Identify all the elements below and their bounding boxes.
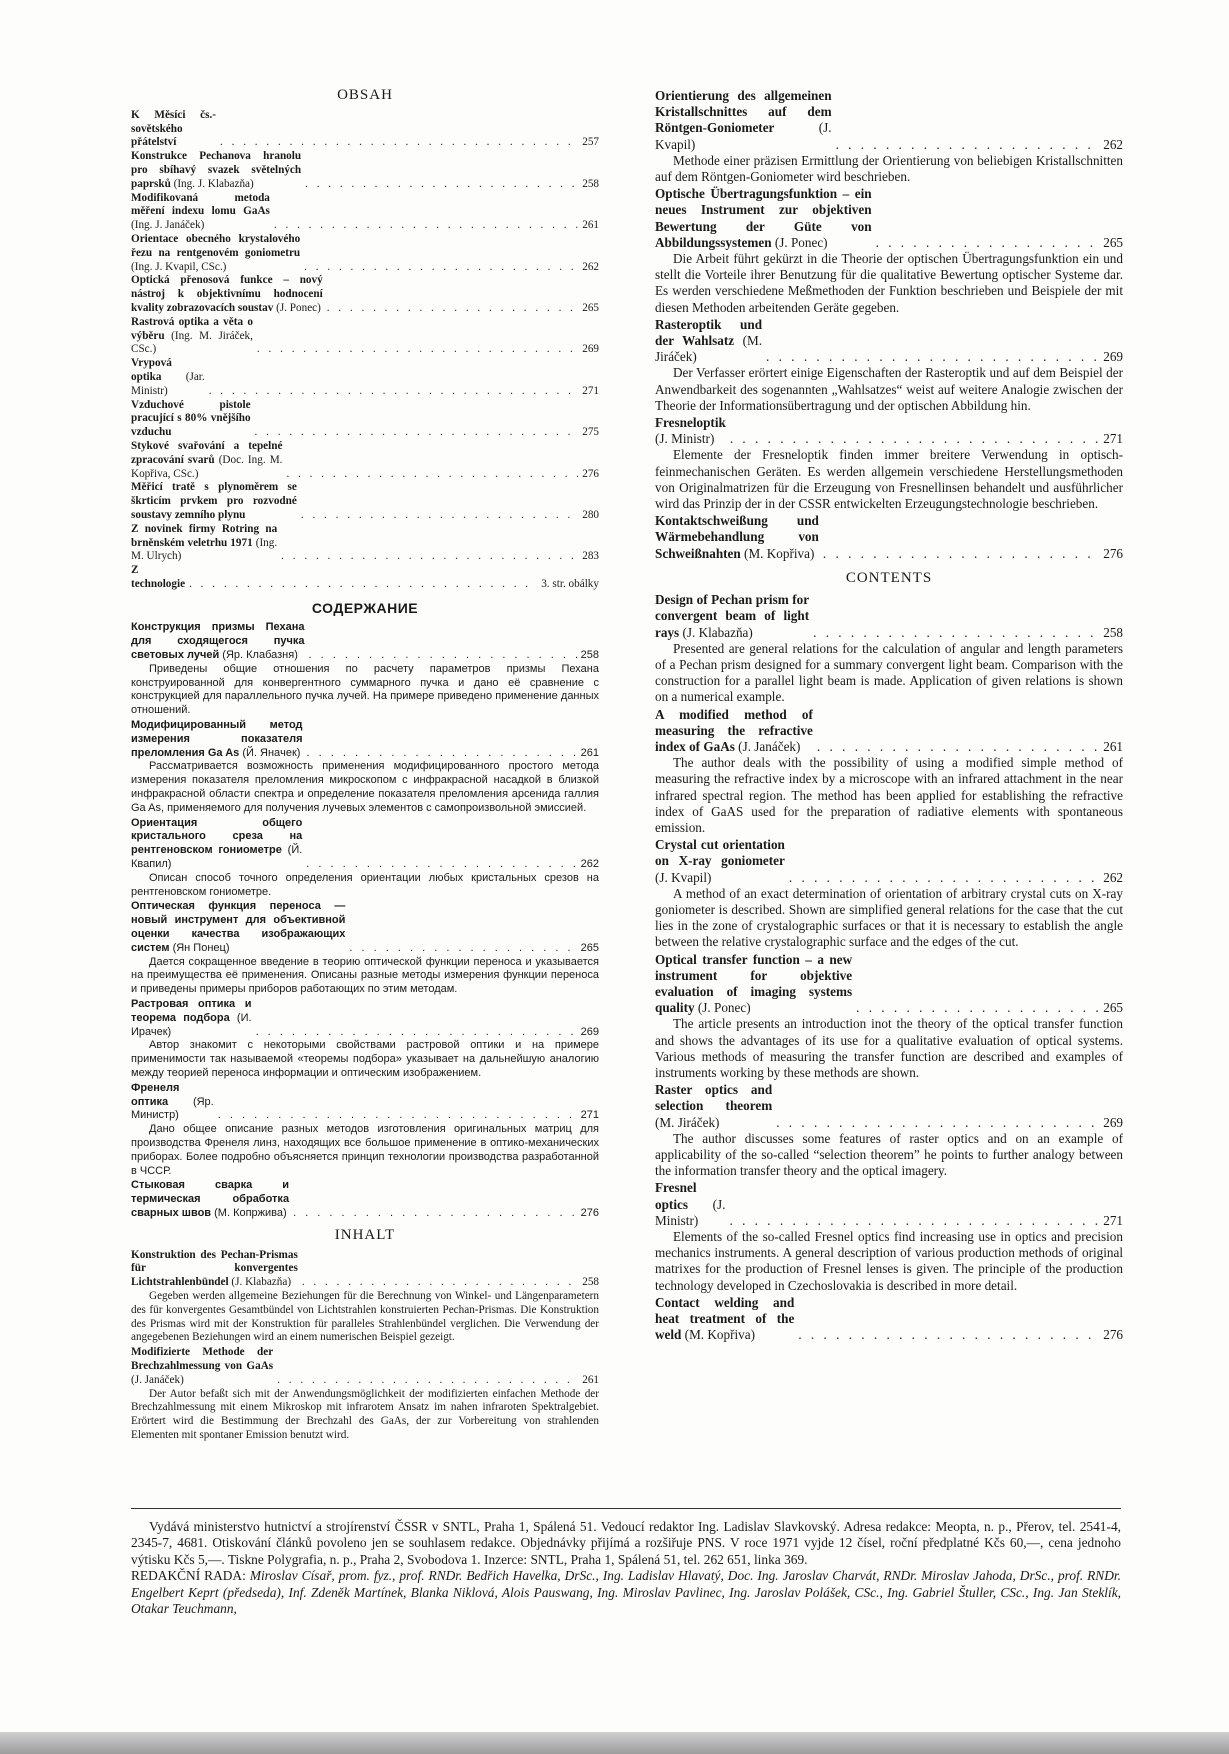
inhalt-entry-page: 265 — [1103, 234, 1123, 250]
inhalt-entry — [655, 317, 1123, 414]
contents-list — [655, 592, 1123, 1343]
obsah-entry-line — [131, 233, 599, 274]
soderzhanie-entry-text — [131, 900, 345, 955]
contents-entry-page: 269 — [1103, 1114, 1123, 1130]
obsah-entry-text — [131, 481, 297, 522]
contents-entry-abstract: The article presents an introduction inot the theory of the optical transfer function and shows the advantages of its use for a qualitative evaluation of optical systems. Various methods of measuring the transfer function are described and examples of instruments working by these methods are shown. — [655, 1016, 1123, 1080]
obsah-entry-text — [131, 274, 323, 315]
inhalt-entry-title: Fresneloptik — [655, 415, 726, 431]
obsah-entry — [131, 316, 599, 357]
contents-entry-line — [655, 1295, 1123, 1344]
inhalt-entry-title: Konstruktion des Pechan-Prismas für konvergentes Lichtstrahlenbündel — [131, 1248, 298, 1289]
obsah-entry-line — [131, 564, 599, 592]
inhalt-entry-page: 269 — [1103, 349, 1123, 365]
leader-dots — [832, 137, 1100, 153]
inhalt-entry-line — [655, 88, 1123, 153]
soderzhanie-entry-page: 258 — [580, 649, 599, 662]
leader-dots — [794, 1327, 1099, 1343]
contents-entry — [655, 592, 1123, 705]
inhalt-entry-author: (J. Janáček) — [131, 1373, 184, 1386]
obsah-entry-page: 269 — [582, 343, 599, 356]
obsah-entry — [131, 399, 599, 440]
soderzhanie-entry-line — [131, 817, 599, 872]
soderzhanie-entry-text — [131, 1179, 289, 1220]
soderzhanie-entry-text — [131, 1082, 214, 1123]
obsah-entry-line — [131, 150, 599, 191]
inhalt-entry-title: Optische Übertragungsfunktion – ein neues Instrument zur objektiven Bewertung der Güte von Abbildungssystemen — [655, 186, 872, 250]
soderzhanie-entry-author: (Ян Понец) — [172, 941, 230, 954]
soderzhanie-entry-line — [131, 719, 599, 760]
contents-entry-line — [655, 952, 1123, 1017]
obsah-entry-page: 283 — [582, 550, 599, 563]
obsah-list — [131, 109, 599, 592]
contents-entry-text — [655, 1180, 725, 1229]
obsah-entry — [131, 357, 599, 398]
soderzhanie-entry-abstract: Рассматривается возможность применения модифицированного простого метода измерения показателя преломления микроскопом с инфракрасной насадкой в близкой инфракрасной области спектра и определение показателя преломления арсенида галлия Ga As, применяемого для получения лучевых элементов с самопроизвольной эмиссией. — [131, 760, 599, 814]
obsah-entry-author: (Ing. J. Kvapil, CSc.) — [131, 260, 227, 273]
obsah-entry-text — [131, 109, 216, 150]
leader-dots — [301, 178, 578, 192]
obsah-entry-page: 276 — [582, 467, 599, 480]
inhalt-entry-author: (J. Klabazňa) — [231, 1276, 292, 1289]
soderzhanie-entry-author: (Яр. Министр) — [131, 1095, 214, 1122]
inhalt-entry-text — [655, 513, 819, 562]
inhalt-entry-page: 261 — [582, 1373, 599, 1386]
inhalt-entry-author: (M. Kopřiva) — [744, 545, 815, 561]
inhalt-entry-author: (J. Ministr) — [655, 431, 715, 447]
leader-dots — [289, 1207, 577, 1221]
soderzhanie-entry-abstract: Описан способ точного определения ориентации любых кристальных срезов на рентгеновском гониометре. — [131, 871, 599, 898]
soderzhanie-list — [131, 621, 599, 1220]
inhalt-entry-text — [655, 186, 872, 251]
obsah-entry-title: Z novinek firmy Rotring na brněnském veletrhu 1971 — [131, 522, 278, 549]
obsah-entry-line — [131, 274, 599, 315]
soderzhanie-entry-page: 271 — [580, 1109, 599, 1122]
contents-entry — [655, 1082, 1123, 1179]
inhalt-entry-page: 262 — [1103, 136, 1123, 152]
obsah-entry-title: Stykové svařování a tepelné zpracování svarů — [131, 439, 283, 466]
inhalt-entry-line — [655, 317, 1123, 366]
contents-entry-author: (M. Jiráček) — [655, 1114, 720, 1130]
editorial-board-label: REDAKČNÍ RADA: — [131, 1568, 246, 1584]
soderzhanie-entry-title: Оптическая функция переноса — новый инструмент для объективной оценки качества изображающих систем — [131, 900, 346, 954]
contents-entry-text — [655, 952, 852, 1017]
soderzhanie-entry-author: (Яр. Клабазня) — [222, 649, 298, 662]
contents-entry-title: Design of Pechan prism for convergent beam of light rays — [655, 592, 810, 640]
obsah-entry — [131, 440, 599, 481]
obsah-entry-title: Optická přenosová funkce – nový nástroj k objektivnímu hodnocení kvality zobrazovacích soustav — [131, 274, 323, 314]
obsah-entry-title: Rastrová optika a věta o výběru — [131, 315, 253, 342]
soderzhanie-entry-title: Френеля оптика — [131, 1081, 180, 1108]
obsah-heading: OBSAH — [337, 87, 393, 103]
leader-dots — [216, 136, 578, 150]
inhalt-entry-text — [131, 1346, 273, 1387]
leader-dots — [785, 870, 1099, 886]
soderzhanie-entry-abstract: Дано общее описание разных методов изготовления оригинальных матриц для производства Френеля линз, находящих все большое применение в оптико-механических приборах. Более подробно объясняется принцип технологии производства разработанной в ЧССР. — [131, 1123, 599, 1177]
inhalt-entry-abstract: Der Autor befaßt sich mit der Anwendungsmöglichkeit der modifizierten einfachen Methode der Brechzahlmessung mit einem Mikroskop mit infrarotem Ansatz im nahen infraroten Spektralgebiet. Erörtert wird die Bestimmung der Brechzahl des GaAs, der zur Vorbereitung von strahlenden Elementen mit spontaner Emission benutzt wird. — [131, 1387, 599, 1441]
leader-dots — [725, 1213, 1099, 1229]
obsah-entry-text — [131, 399, 251, 440]
contents-entry — [655, 837, 1123, 950]
soderzhanie-entry-line — [131, 621, 599, 662]
contents-entry-page: 262 — [1103, 869, 1123, 885]
obsah-entry-title: Měřicí tratě s plynoměrem se škrticím prvkem pro rozvodné soustavy zemního plynu — [131, 481, 297, 521]
inhalt-entry-line — [655, 513, 1123, 562]
soderzhanie-entry — [131, 900, 599, 997]
inhalt-entry-text — [655, 88, 832, 153]
leader-dots — [852, 1000, 1099, 1016]
inhalt-entry-abstract: Methode einer präzisen Ermittlung der Orientierung von beliebigen Kristallschnitten auf dem Röntgen-Goniometer wird beschrieben. — [655, 152, 1123, 185]
leader-dots — [282, 468, 578, 482]
obsah-entry — [131, 233, 599, 274]
soderzhanie-entry-page: 269 — [580, 1025, 599, 1038]
obsah-entry-page: 261 — [582, 219, 599, 232]
obsah-entry-page: 3. str. obálky — [541, 577, 599, 590]
soderzhanie-entry-page: 261 — [580, 746, 599, 759]
editorial-board-members: Miroslav Císař, prom. fyz., prof. RNDr. Bedřich Havelka, DrSc., Ing. Ladislav Hlavatý, Doc. Ing. Jaroslav Charvát, RNDr. Miroslav Jahoda, DrSc., prof. RNDr. Engelbert Keprt (předseda), Inf. Zdeněk Martínek, Blanka Niklová, Alois Pauswang, Ing. Miroslav Pavlinec, Ing. Jaroslav Polášek, CSc., Ing. Gabriel Štuller, CSc., Ing. Jan Steklík, Otakar Teuchmann, — [131, 1568, 1121, 1617]
leader-dots — [813, 739, 1099, 755]
scan-edge — [0, 1732, 1229, 1754]
inhalt-entry-title: Orientierung des allgemeinen Kristallschnittes auf dem Röntgen-Goniometer — [655, 88, 832, 136]
soderzhanie-entry — [131, 719, 599, 816]
obsah-entry-text — [131, 150, 301, 191]
contents-entry-title: A modified method of measuring the refractive index of GaAs — [655, 706, 813, 754]
contents-entry — [655, 952, 1123, 1082]
obsah-entry-author: (Ing. J. Klabazňa) — [173, 177, 254, 190]
soderzhanie-entry-text — [131, 817, 302, 872]
obsah-entry — [131, 150, 599, 191]
obsah-entry-line — [131, 399, 599, 440]
soderzhanie-entry — [131, 998, 599, 1081]
contents-entry-title: Optical transfer function – a new instrument for objektive evaluation of imaging systems quality — [655, 951, 853, 1016]
inhalt-entry — [131, 1249, 599, 1346]
contents-entry-line — [655, 592, 1123, 641]
inhalt-entry-page: 276 — [1103, 545, 1123, 561]
soderzhanie-entry-author: (Й. Янaчек) — [242, 746, 301, 759]
soderzhanie-entry-abstract: Приведены общие отношения по расчету параметров призмы Пехана конструированной для конвергентного суммарного пучка и дано её сравнение с конструкцией для параллельного пучка лучей. На примере приведено применение данных отношений. — [131, 662, 599, 717]
obsah-entry-text — [131, 564, 185, 592]
contents-entry-author: (J. Ponec) — [697, 1000, 751, 1016]
soderzhanie-entry-line — [131, 998, 599, 1039]
contents-entry-text — [655, 1295, 794, 1344]
inhalt-entry-page: 271 — [1103, 431, 1123, 447]
obsah-entry-title: Orientace obecného krystalového řezu na rentgenovém goniometru — [131, 232, 301, 259]
obsah-entry-page: 258 — [582, 177, 599, 190]
contents-entry-author: (J. Klabazňa) — [682, 624, 753, 640]
inhalt-entry-title: Kontaktschweißung und Wärmebehandlung von Schweißnahten — [655, 513, 819, 561]
obsah-entry-page: 265 — [582, 301, 599, 314]
soderzhanie-entry-title: Ориентация общего кристального среза на рентгеновском гониометре — [131, 816, 303, 857]
contents-entry-author: (M. Kopřiva) — [684, 1327, 755, 1343]
soderzhanie-entry-title: Модифицированный метод измерения показателя преломления Ga As — [131, 719, 303, 759]
leader-dots — [273, 1374, 578, 1388]
inhalt-entry-text — [655, 415, 726, 447]
inhalt-entry-text — [131, 1249, 298, 1290]
contents-entry-text — [655, 837, 785, 886]
leader-dots — [277, 550, 578, 564]
inhalt-entry — [655, 513, 1123, 562]
leader-dots — [251, 426, 579, 440]
contents-entry-abstract: A method of an exact determination of orientation of arbitrary crystal cuts on X-ray goniometer is described. Shown are simplified general relations for the case that the cut lies in the zone of crystalographic surfaces or that it is necessary to establish the angle between the relative crystalographic surface and the edges of the cut. — [655, 885, 1123, 950]
inhalt-entry-text — [655, 317, 762, 366]
obsah-entry-text — [131, 192, 270, 233]
contents-entry-title: Fresnel optics — [655, 1180, 697, 1212]
contents-entry-title: Crystal cut orientation on X-ray goniometer — [655, 837, 785, 869]
contents-entry-title: Contact welding and heat treatment of the weld — [655, 1294, 795, 1343]
imprint-footer — [131, 1508, 1121, 1617]
contents-entry-page: 258 — [1103, 624, 1123, 640]
inhalt-entry-abstract: Die Arbeit führt gekürzt in die Theorie der optischen Übertragungsfunktion ein und stellt die Vorteile ihrer Benutzung für die qualitative Bewertung optischer Systeme dar. Es werden verschiedene Meßmethoden der Funktion beschrieben und Beispiele der mit diesen Methoden arbeitenden Geräte gegeben. — [655, 251, 1123, 315]
obsah-entry-line — [131, 357, 599, 398]
left-column — [131, 86, 599, 1444]
inhalt-entry-line — [655, 415, 1123, 447]
inhalt-list — [131, 1249, 599, 1443]
obsah-entry — [131, 564, 599, 592]
obsah-entry-text — [131, 357, 205, 398]
soderzhanie-entry — [131, 817, 599, 900]
contents-entry-page: 271 — [1103, 1212, 1123, 1228]
obsah-entry-line — [131, 523, 599, 564]
obsah-entry-title: K Měsíci čs.-sovětského přátelství — [131, 108, 216, 149]
obsah-entry-page: 271 — [582, 384, 599, 397]
contents-entry-author: (J. Janáček) — [738, 738, 801, 754]
leader-dots — [297, 509, 578, 523]
obsah-entry-title: Z technologie — [131, 564, 186, 590]
leader-dots — [302, 858, 576, 872]
leader-dots — [305, 649, 577, 663]
soderzhanie-entry-page: 262 — [580, 858, 599, 871]
obsah-entry-text — [131, 523, 277, 564]
contents-entry-abstract: The author discusses some features of raster optics and on an example of applicability of the so-called “selection theorem” he points to further analogy between the information transfer theory and the optical imagery. — [655, 1130, 1123, 1179]
leader-dots — [252, 1026, 577, 1040]
contents-entry-line — [655, 1180, 1123, 1229]
obsah-entry-author: (Ing. M. Jiráček, CSc.) — [131, 329, 253, 356]
contents-entry — [655, 1295, 1123, 1344]
contents-entry — [655, 1180, 1123, 1293]
contents-entry-text — [655, 707, 813, 756]
leader-dots — [819, 546, 1099, 562]
contents-entry-abstract: Presented are general relations for the calculation of angular and length parameters of a Pechan prism designed for a summary convergent light beam. Comparison with the construction for a parallel light beam is made. Application of given relations is shown on a numerical example. — [655, 640, 1123, 705]
leader-dots — [323, 302, 579, 316]
inhalt-entry-abstract: Elemente der Fresneloptik finden immer breitere Verwendung in optisch-feinmechanischen Geräten. Es werden allgemein verschiedene Herstellungsmethoden von Originalmatrizen für die Erzeugung von Fresnellinsen behandelt und ausführlicher wird das Prinzip der in der CSSR entwickelten Erzeugungstechnologie beschrieben. — [655, 447, 1123, 512]
obsah-entry-title: Modifikovaná metoda měření indexu lomu GaAs — [131, 191, 270, 218]
leader-dots — [809, 625, 1099, 641]
obsah-entry-page: 257 — [582, 136, 599, 149]
contents-entry-line — [655, 1082, 1123, 1131]
obsah-entry-page: 280 — [582, 508, 599, 521]
soderzhanie-entry-text — [131, 719, 303, 760]
soderzhanie-entry — [131, 1082, 599, 1179]
soderzhanie-entry-author: (И. Ирачек) — [131, 1011, 252, 1038]
inhalt-entry-title: Modifizierte Methode der Brechzahlmessung von GaAs — [131, 1346, 274, 1372]
obsah-entry — [131, 192, 599, 233]
right-column — [655, 88, 1123, 1343]
inhalt-entry-author: (M. Jiráček) — [655, 333, 763, 365]
obsah-entry-page: 275 — [582, 426, 599, 439]
obsah-entry-line — [131, 109, 599, 150]
soderzhanie-entry — [131, 621, 599, 718]
contents-entry-page: 261 — [1103, 738, 1123, 754]
soderzhanie-entry-line — [131, 1179, 599, 1220]
inhalt-entry-title: Rasteroptik und der Wahlsatz — [655, 316, 763, 349]
contents-entry-line — [655, 707, 1123, 756]
soderzhanie-entry-line — [131, 900, 599, 955]
soderzhanie-entry — [131, 1179, 599, 1220]
obsah-entry-page: 262 — [582, 260, 599, 273]
contents-entry-text — [655, 1082, 772, 1131]
inhalt-entry-author: (J. Kvapil) — [655, 120, 832, 152]
obsah-entry-text — [131, 233, 300, 274]
leader-dots — [772, 1115, 1099, 1131]
inhalt-entry — [655, 415, 1123, 512]
soderzhanie-entry-line — [131, 1082, 599, 1123]
inhalt-entry-author: (J. Ponec) — [774, 234, 828, 250]
soderzhanie-entry-author: (Й. Квапил) — [131, 844, 303, 871]
inhalt-entry-abstract: Gegeben werden allgemeine Beziehungen für die Berechnung von Winkel- und Längenparametern des für konvergentes Gesamtbündel von Lichtstrahlen konstruierten Pechan-Prismas. Die Konstruktion des Prismas wird mit der Konstruktion für paralleles Strahlenbündel verglichen. Die Verwendung der angegebenen Beziehungen wird an einem numerischen Beispiel gezeigt. — [131, 1289, 599, 1344]
soderzhanie-entry-page: 276 — [580, 1206, 599, 1219]
publisher-text: Vydává ministerstvo hutnictví a strojírenství ČSSR v SNTL, Praha 1, Spálená 51. Vedoucí redaktor Ing. Ladislav Slavkovský. Adresa redakce: Meopta, n. p., Přerov, tel. 2541-4, 2345-7, 4681. Otiskování článků povoleno jen se souhlasem redakce. Objednávky přijímá a rozšiřuje PNS. V roce 1971 vyjde 12 čísel, roční předplatné Kčs 60,—, cena jednoho výtisku Kčs 5,—. Tiskne Polygrafia, n. p., Praha 2, Svobodova 1. Inzerce: SNTL, Praha 1, Spálená 51, tel. 262 651, linka 369. — [131, 1519, 1121, 1567]
contents-entry-text — [655, 592, 809, 641]
leader-dots — [185, 578, 537, 592]
contents-entry-author: (J. Kvapil) — [655, 869, 712, 885]
obsah-entry-author: (Ing. M. Ulrych) — [131, 536, 278, 563]
contents-entry-abstract: The author deals with the possibility of using a modified simple method of measuring the refractive index by a microscope with an infrared attachment in the near infrared spectral region. The method has been applied for establishing the refractive index of GaAS used for the preparation of radiative elements with spontaneous emission. — [655, 755, 1123, 835]
leader-dots — [726, 431, 1099, 447]
inhalt-entry-line — [131, 1346, 599, 1387]
inhalt-entry-abstract: Der Verfasser erörtert einige Eigenschaften der Rasteroptik und auf dem Beispiel der Anwendbarkeit des sogenannten „Wahlsatzes“ weist auf weitere Analogie zwischen der Theorie der Informationsübertragung und der optischen Abbildung hin. — [655, 365, 1123, 413]
inhalt-entry — [131, 1346, 599, 1443]
soderzhanie-entry-abstract: Автор знакомит с некоторыми свойствами растровой оптики и на примере применимости так называемой «теоремы подбора» указывает на дальнейшую аналогию между теорией переноса информации и оптическим изображением. — [131, 1039, 599, 1079]
soderzhanie-entry-title: Конструкция призмы Пехана для сходящегося пучка световых лучей — [131, 621, 305, 662]
obsah-entry-text — [131, 316, 253, 357]
leader-dots — [270, 219, 578, 233]
obsah-entry-line — [131, 481, 599, 522]
soderzhanie-entry-page: 265 — [580, 941, 599, 954]
obsah-entry-author: (Jar. Ministr) — [131, 370, 205, 397]
contents-entry-title: Raster optics and selection theorem — [655, 1082, 773, 1114]
obsah-entry-line — [131, 316, 599, 357]
obsah-entry-author: (J. Ponec) — [276, 301, 321, 314]
obsah-entry-text — [131, 440, 282, 481]
leader-dots — [300, 261, 578, 275]
leader-dots — [303, 747, 577, 761]
inhalt-entry — [655, 88, 1123, 185]
contents-entry-line — [655, 837, 1123, 886]
inhalt-entry-line — [131, 1249, 599, 1290]
obsah-entry-title: Vrypová optika — [131, 357, 172, 383]
obsah-entry — [131, 481, 599, 522]
obsah-entry-author: (Ing. J. Janáček) — [131, 219, 205, 232]
contents-entry-abstract: Elements of the so-called Fresnel optics find increasing use in optics and precision mechanics instruments. A general description of various production methods of original matrixes for the production of Fresnel lenses is given. The principle of the production technology developed in Czechoslovakia is described in more detail. — [655, 1229, 1123, 1293]
obsah-entry — [131, 523, 599, 564]
leader-dots — [345, 942, 576, 956]
contents-entry-author: (J. Ministr) — [655, 1196, 726, 1228]
leader-dots — [872, 235, 1100, 251]
obsah-entry-author: (Doc. Ing. M. Kopřiva, CSc.) — [131, 453, 283, 480]
soderzhanie-entry-text — [131, 998, 252, 1039]
soderzhanie-heading: СОДЕРЖАНИЕ — [311, 599, 419, 616]
obsah-entry-line — [131, 192, 599, 233]
leader-dots — [253, 343, 578, 357]
soderzhanie-entry-title: Стыковая сварка и термическая обработка сварных швов — [131, 1179, 290, 1219]
contents-heading: CONTENTS — [845, 569, 933, 586]
contents-entry-page: 276 — [1103, 1327, 1123, 1343]
obsah-entry — [131, 109, 599, 150]
leader-dots — [298, 1276, 578, 1290]
leader-dots — [214, 1109, 577, 1123]
inhalt-heading: INHALT — [334, 1226, 396, 1243]
inhalt-entry-page: 258 — [582, 1276, 599, 1289]
inhalt-entry-line — [655, 186, 1123, 251]
obsah-entry — [131, 274, 599, 315]
soderzhanie-entry-abstract: Дается сокращенное введение в теорию оптической функции переноса и указывается на преимущества её применения. Описаны разные методы измерения функции переноса и приведены примеры приборов работающих по этим методам. — [131, 955, 599, 996]
obsah-entry-title: Vzduchové pistole pracující s 80% vnějšího vzduchu — [131, 398, 251, 439]
contents-entry — [655, 707, 1123, 837]
obsah-entry-title: Konstrukce Pechanova hranolu pro sbíhavý svazek světelných paprsků — [131, 150, 302, 190]
soderzhanie-entry-author: (М. Копржива) — [214, 1206, 287, 1219]
contents-entry-page: 265 — [1103, 1000, 1123, 1016]
inhalt-entry — [655, 186, 1123, 316]
inhalt-list-continued — [655, 88, 1123, 562]
soderzhanie-entry-title: Растровая оптика и теорема подбора — [131, 998, 252, 1024]
obsah-entry-line — [131, 440, 599, 481]
soderzhanie-entry-text — [131, 621, 305, 662]
leader-dots — [205, 385, 579, 399]
leader-dots — [762, 349, 1099, 365]
